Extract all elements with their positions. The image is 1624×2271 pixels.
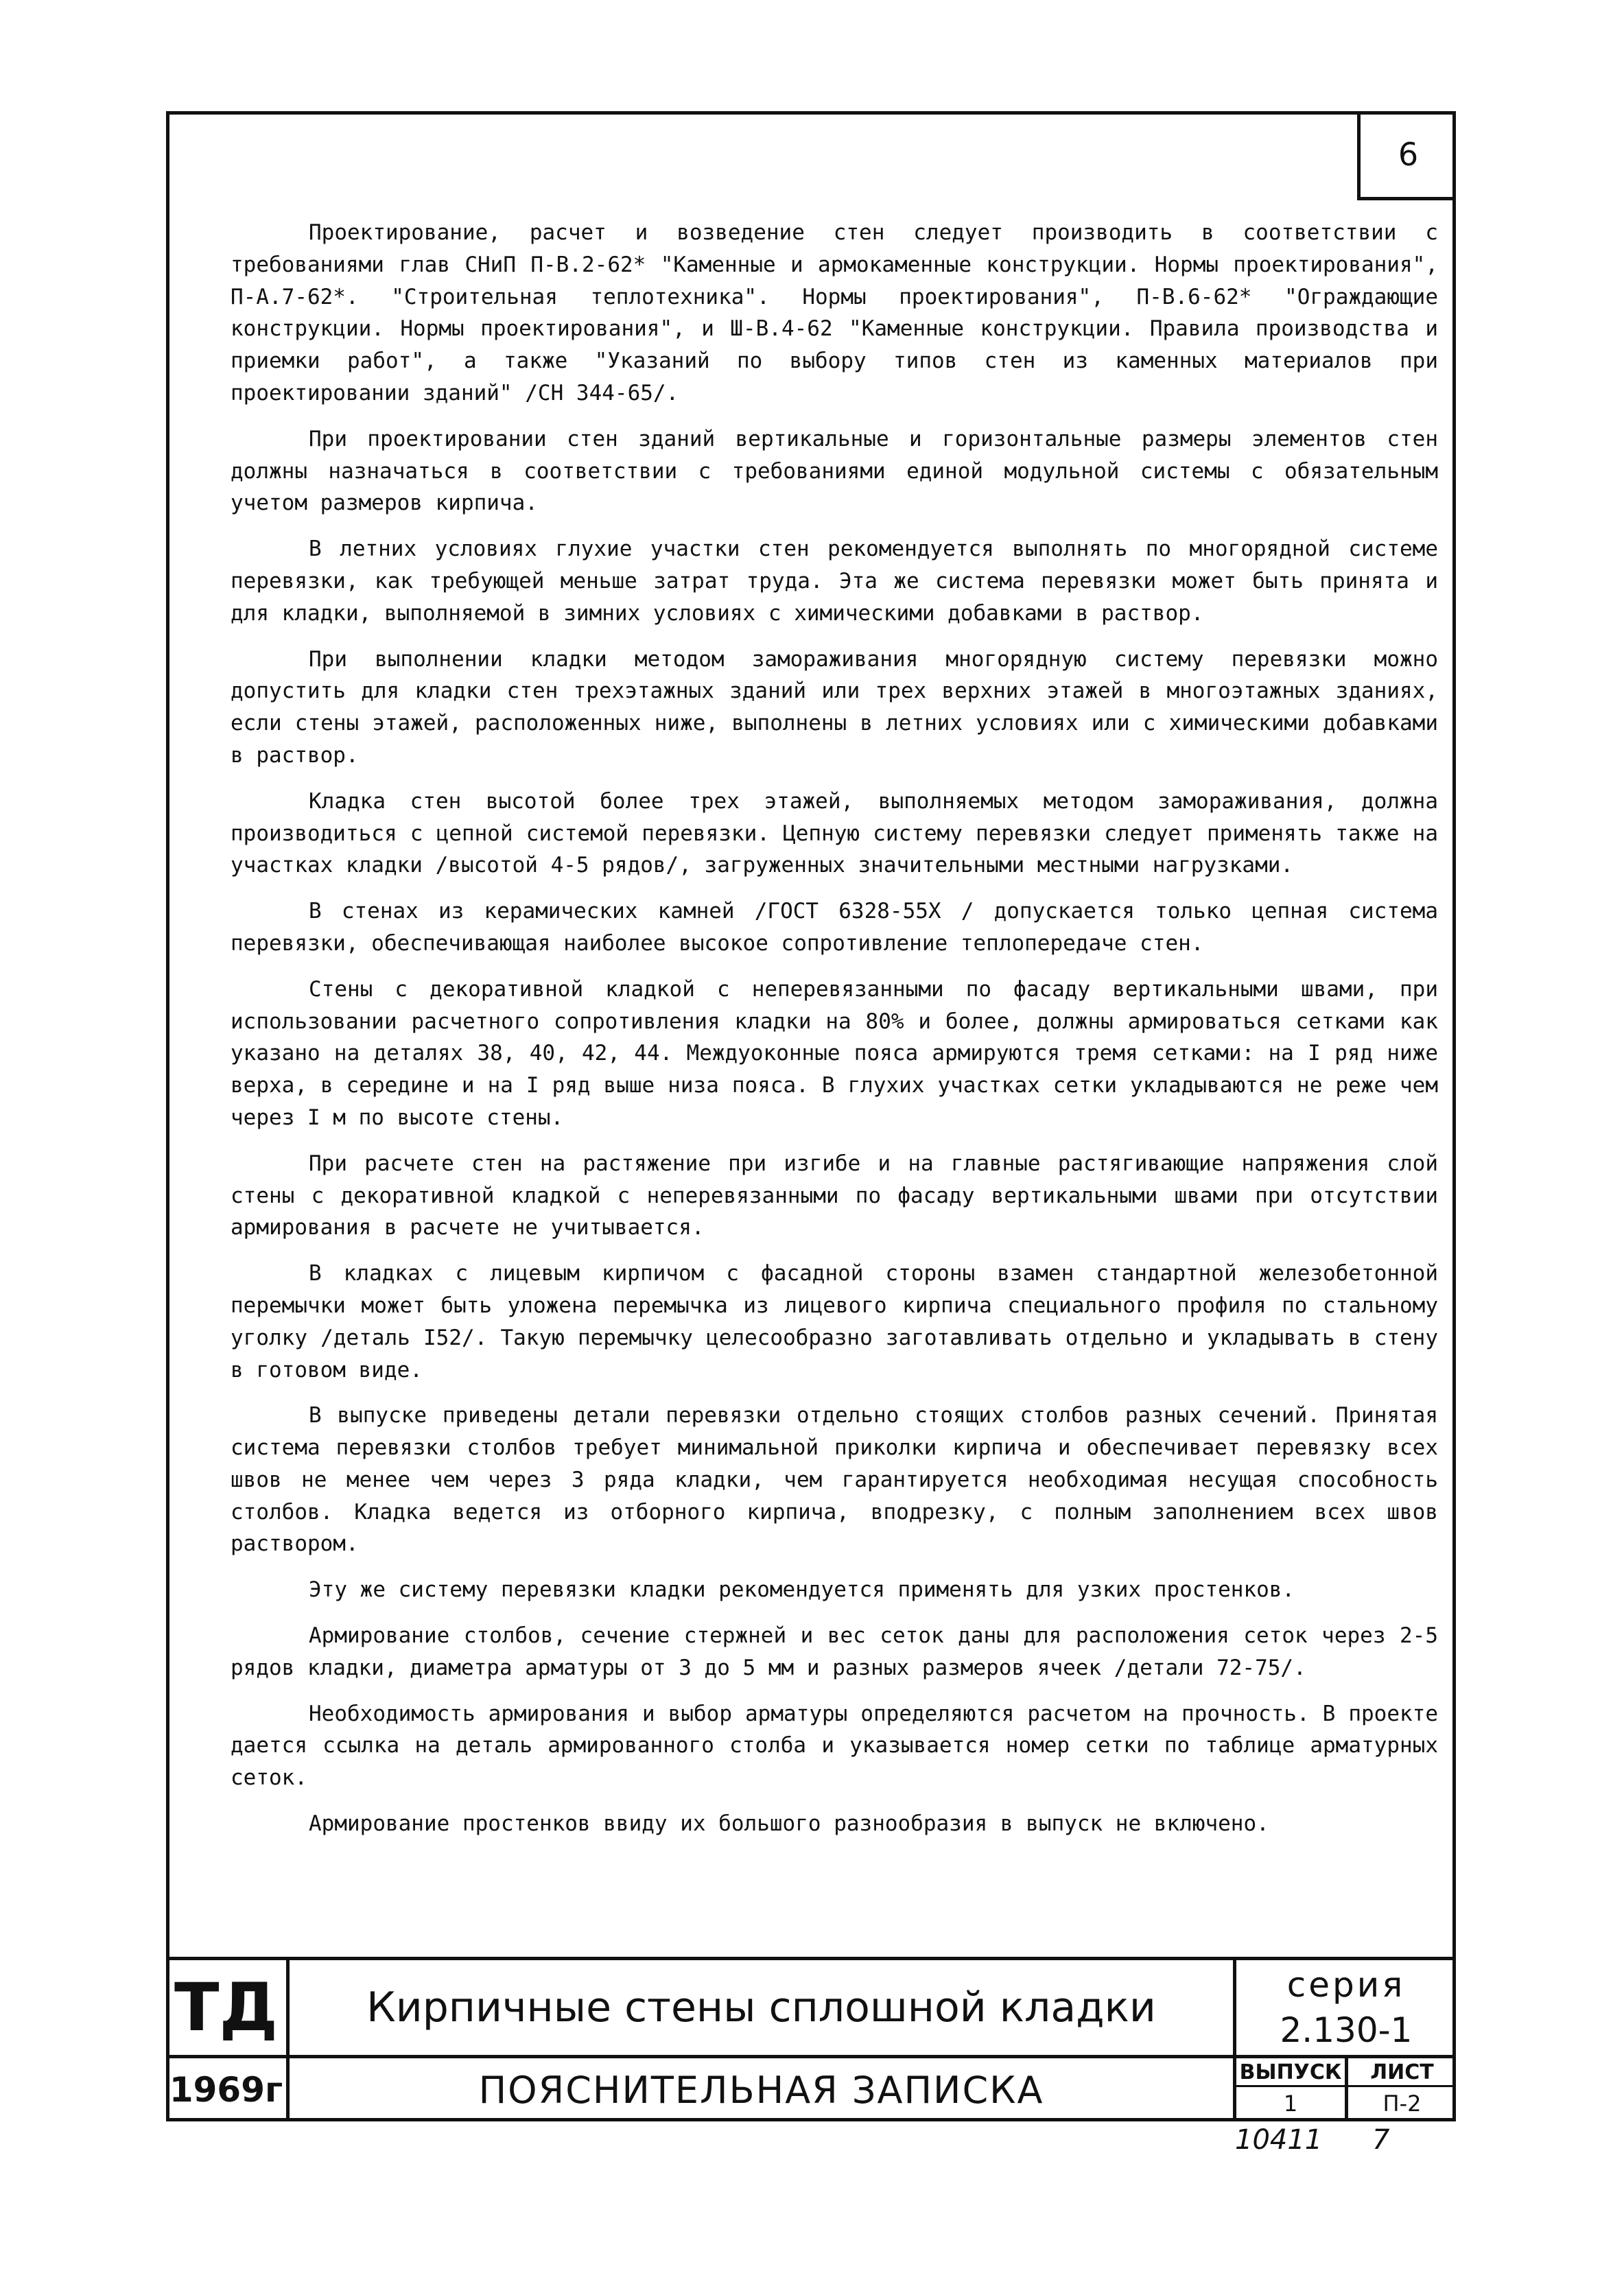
paragraph: Армирование простенков ввиду их большого разнообразия в выпуск не включено. <box>309 1811 1269 1837</box>
sheet-value: П-2 <box>1382 2091 1422 2117</box>
paragraph: Стены с декоративной кладкой с неперевязанными по фасаду вертикальными швами, при использовании расчетного сопротивления кладки на 80% и более, должны армироваться сетками как указано на деталях 38, 40, 42, 44. Междуоконные пояса армируются тремя сетками: на I ряд ниже верха, в середине и на I ряд выше низа пояса. В глухих участках сетки укладываются не реже чем через I м по высоте стены. <box>231 976 1438 1130</box>
org-code: ТД <box>174 1969 278 2046</box>
page-number: 6 <box>1357 111 1456 200</box>
paragraph: В стенах из керамических камней /ГОСТ 6328-55X / допускается только цепная система перевязки, обеспечивающая наиболее высокое сопротивление теплопередаче стен. <box>231 899 1438 956</box>
year: 1969г <box>169 2070 283 2110</box>
inventory-number: 10411 <box>1235 2124 1323 2156</box>
paragraph: При проектировании стен зданий вертикальные и горизонтальные размеры элементов стен должны назначаться в соответствии с требованиями единой модульной системы с обязательным учетом размеров кирпича. <box>231 426 1438 516</box>
issue-value: 1 <box>1283 2091 1298 2117</box>
paragraph: В выпуске приведены детали перевязки отдельно стоящих столбов разных сечений. Принятая система перевязки столбов требует минимальной приколки кирпича и обеспечивает перевязку всех швов не менее чем через 3 ряда кладки, чем гарантируется необходимая несущая способность столбов. Кладка ведется из отборного кирпича, вподрезку, с полным заполнением всех швов раствором. <box>231 1403 1438 1557</box>
document-title: Кирпичные стены сплошной кладки <box>366 1984 1156 2032</box>
title-block <box>166 1957 1456 2121</box>
paragraph: Армирование столбов, сечение стержней и вес сеток даны для расположения сеток через 2-5 рядов кладки, диаметра арматуры от 3 до 5 мм и разных размеров ячеек /детали 72-75/. <box>231 1623 1438 1680</box>
paragraph: Эту же систему перевязки кладки рекомендуется применять для узких простенков. <box>309 1577 1295 1603</box>
paragraph: Проектирование, расчет и возведение стен следует производить в соответствии с требованиями глав СНиП П-В.2-62* "Каменные и армокаменные конструкции. Нормы проектирования", П-А.7-62*. "Строительная теплотехника". Нормы проектирования", П-В.6-62* "Ограждающие конструкции. Нормы проектирования", и Ш-В.4-62 "Каменные конструкции. Правила производства и приемки работ", а также "Указаний по выбору типов стен из каменных материалов при проектировании зданий" /СН 344-65/. <box>231 220 1438 405</box>
sheet-label: ЛИСТ <box>1370 2060 1434 2084</box>
paragraph: В кладках с лицевым кирпичом с фасадной стороны взамен стандартной железобетонной перемычки может быть уложена перемычка из лицевого кирпича специального профиля по стальному уголку /деталь I52/. Такую перемычку целесообразно заготавливать отдельно и укладывать в стену в готовом виде. <box>231 1261 1438 1382</box>
paragraph: При расчете стен на растяжение при изгибе и на главные растягивающие напряжения слой стены с декоративной кладкой с неперевязанными по фасаду вертикальными швами при отсутствии армирования в расчете не учитывается. <box>231 1151 1438 1240</box>
paragraph: В летних условиях глухие участки стен рекомендуется выполнять по многорядной системе перевязки, как требующей меньше затрат труда. Эта же система перевязки может быть принята и для кладки, выполняемой в зимних условиях с химическими добавками в раствор. <box>231 537 1438 626</box>
document-subtitle: ПОЯСНИТЕЛЬНАЯ ЗАПИСКА <box>478 2068 1044 2112</box>
paragraph: Кладка стен высотой более трех этажей, выполняемых методом замораживания, должна производиться с цепной системой перевязки. Цепную систему перевязки следует применять также на участках кладки /высотой 4-5 рядов/, загруженных значительными местными нагрузками. <box>231 788 1438 878</box>
series-value: 2.130-1 <box>1280 2010 1413 2050</box>
paragraph: Необходимость армирования и выбор арматуры определяются расчетом на прочность. В проекте дается ссылка на деталь армированного столба и указывается номер сетки по таблице арматурных сеток. <box>231 1701 1438 1791</box>
explanatory-text <box>231 217 1438 1854</box>
issue-label: ВЫПУСК <box>1239 2060 1342 2084</box>
series-label: серия <box>1286 1965 1406 2005</box>
paragraph: При выполнении кладки методом замораживания многорядную систему перевязки можно допустить для кладки стен трехэтажных зданий или трех верхних этажей в многоэтажных зданиях, если стены этажей, расположенных ниже, выполнены в летних условиях или с химическими добавками в раствор. <box>231 646 1438 768</box>
footer-page-number: 7 <box>1372 2124 1390 2156</box>
